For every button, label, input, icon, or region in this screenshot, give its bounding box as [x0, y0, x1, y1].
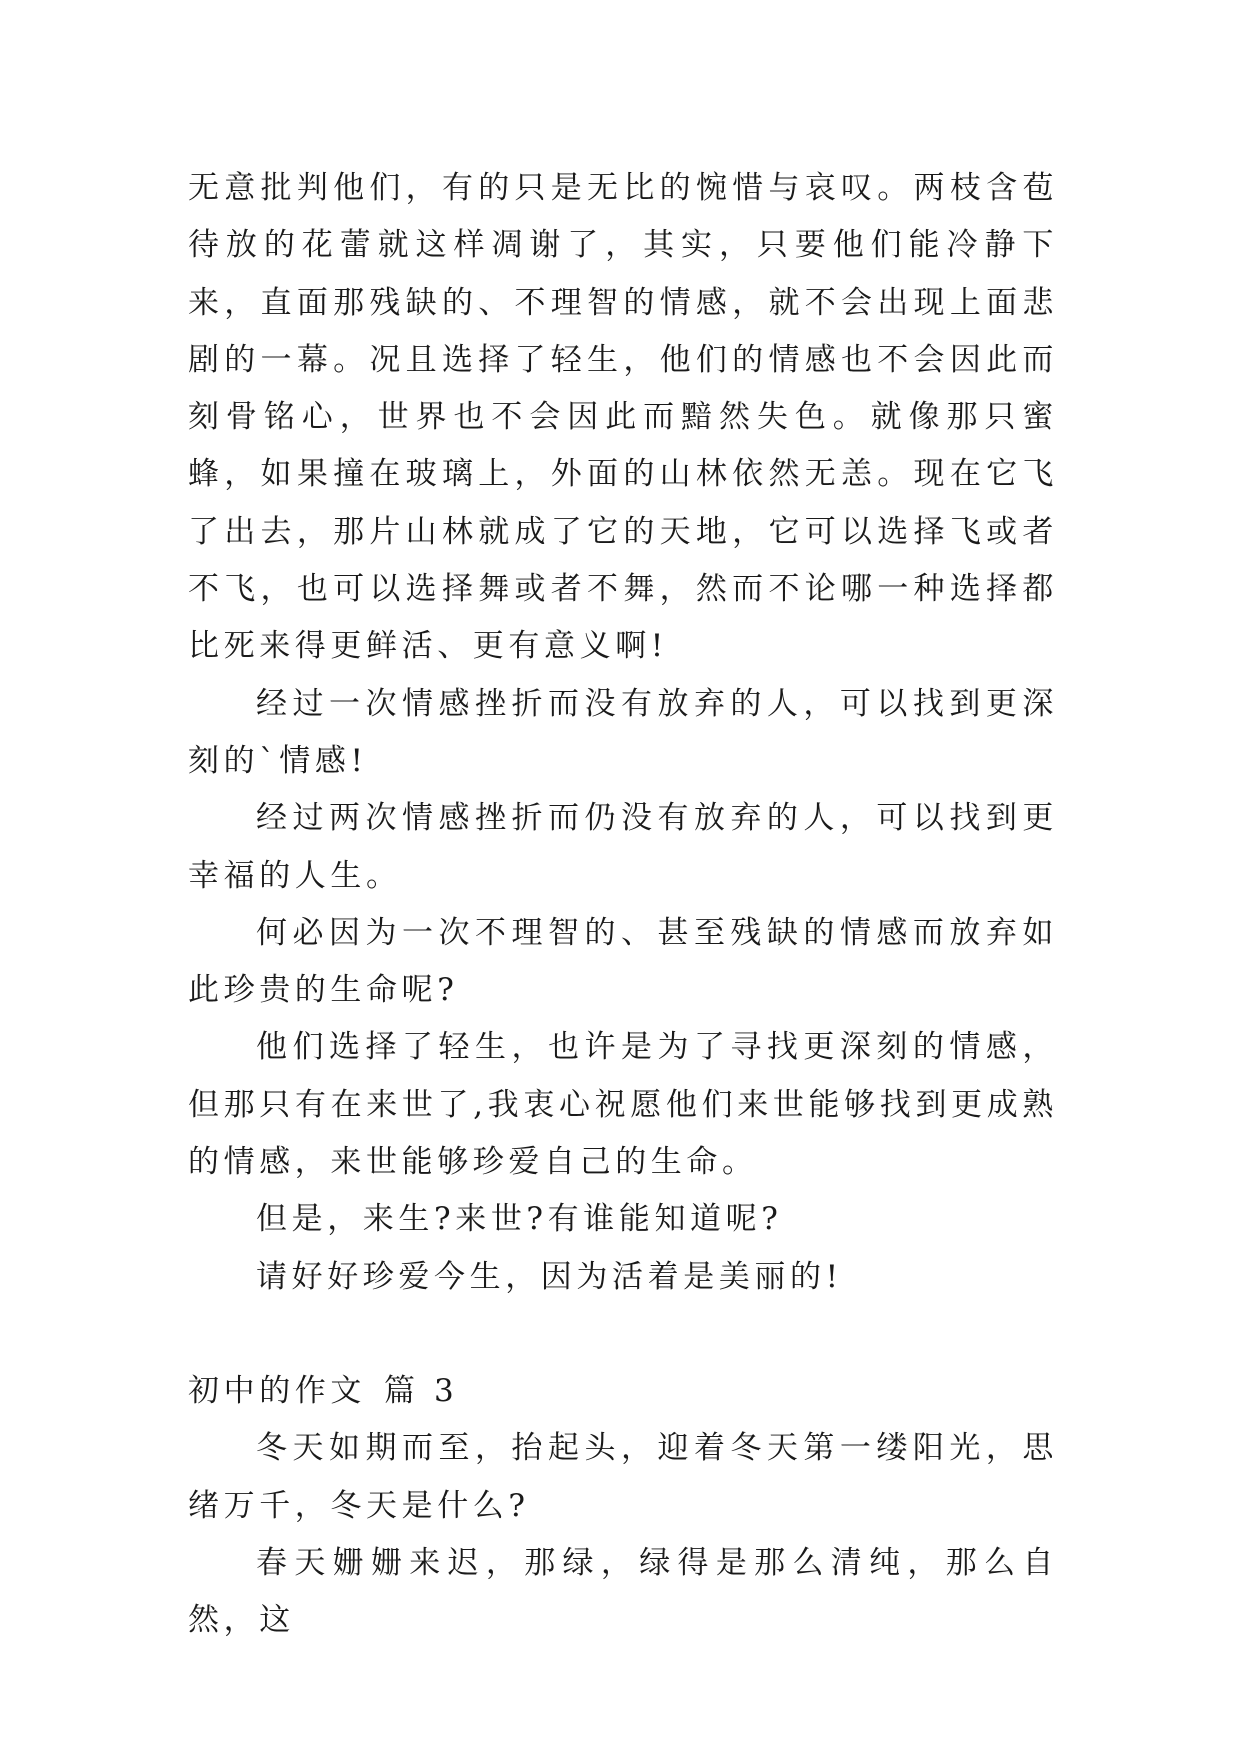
paragraph: 他们选择了轻生，也许是为了寻找更深刻的情感，但那只有在来世了,我衷心祝愿他们来世能够找到更成熟的情感，来世能够珍爱自己的生命。 [188, 1029, 1058, 1181]
paragraph: 经过一次情感挫折而没有放弃的人，可以找到更深刻的`情感! [188, 685, 1058, 779]
document-body [188, 160, 1058, 1649]
paragraph: 春天姗姗来迟，那绿，绿得是那么清纯，那么自然，这 [188, 1544, 1058, 1639]
paragraph: 冬天如期而至，抬起头，迎着冬天第一缕阳光，思绪万千，冬天是什么? [188, 1430, 1058, 1524]
section-spacer [188, 1306, 1058, 1363]
paragraph: 何必因为一次不理智的、甚至残缺的情感而放弃如此珍贵的生命呢? [188, 914, 1058, 1009]
paragraph: 但是，来生?来世?有谁能知道呢? [256, 1201, 783, 1238]
paragraph: 请好好珍爱今生，因为活着是美丽的! [256, 1258, 843, 1295]
paragraph: 经过两次情感挫折而仍没有放弃的人，可以找到更幸福的人生。 [188, 800, 1058, 894]
section-heading [188, 1363, 1058, 1420]
paragraph: 无意批判他们，有的只是无比的惋惜与哀叹。两枝含苞待放的花蕾就这样凋谢了，其实，只要他们能冷静下来，直面那残缺的、不理智的情感，就不会出现上面悲剧的一幕。况且选择了轻生，他们的情感也不会因此而刻骨铭心，世界也不会因此而黯然失色。就像那只蜜蜂，如果撞在玻璃上，外面的山林依然无恙。现在它飞了出去，那片山林就成了它的天地，它可以选择飞或者不飞，也可以选择舞或者不舞，然而不论哪一种选择都比死来得更鲜活、更有意义啊! [188, 170, 1058, 665]
section-title: 初中的作文 [188, 1372, 366, 1409]
section-number: 篇 3 [384, 1372, 459, 1409]
